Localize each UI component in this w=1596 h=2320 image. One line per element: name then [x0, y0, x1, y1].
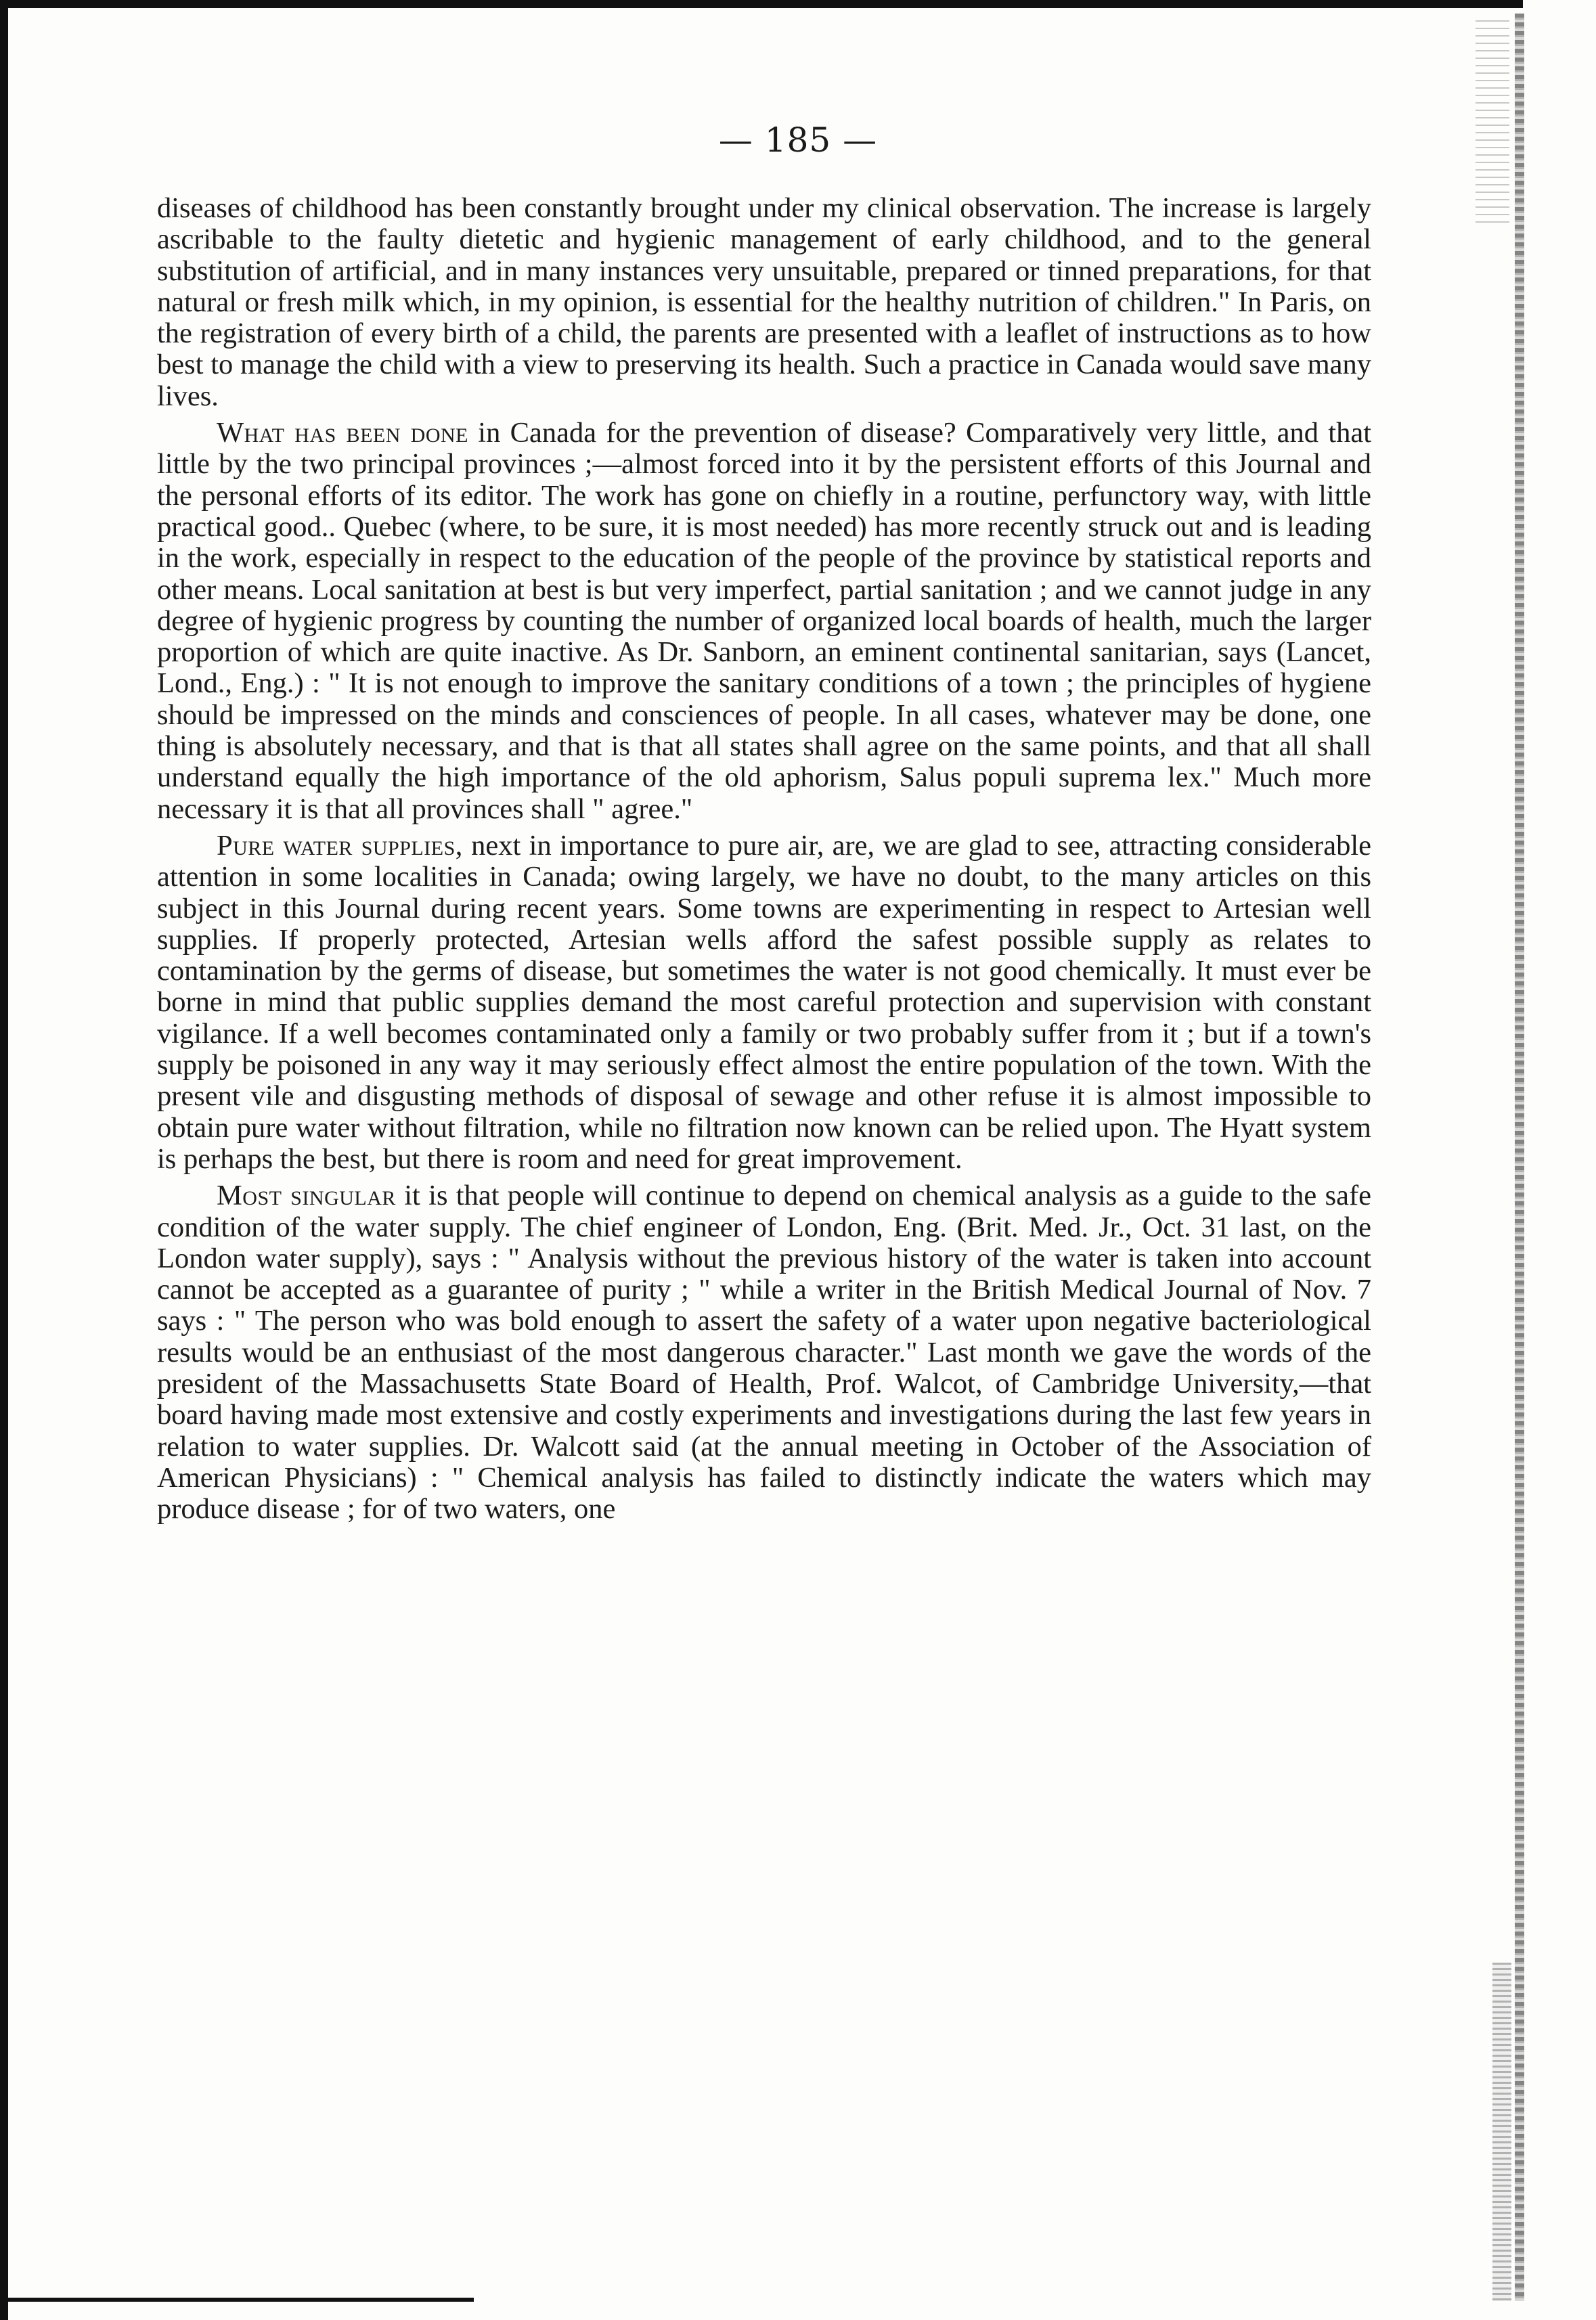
- paragraph-4-lead: Most singular: [217, 1180, 396, 1212]
- paragraph-3-lead: Pure water supplies,: [217, 829, 463, 862]
- paragraph-2-lead: What has been done: [217, 417, 468, 449]
- paragraph-1-text: diseases of childhood has been constantly brought under my clinical observation. The increase is largely ascribable to the faulty dietetic and hygienic management of early childhood, and to the general substitution of artificial, and in many instances very unsuitable, prepared or tinned preparations, for that natural or fresh milk which, in my opinion, is essential for the healthy nutrition of children." In Paris, on the registration of every birth of a child, the parents are presented with a leaflet of instructions as to how best to manage the child with a view to preserving its health. Such a practice in Canada would save many lives.: [157, 192, 1371, 412]
- scan-border-left: [0, 0, 8, 2320]
- paragraph-3-text: next in importance to pure air, are, we are glad to see, attracting considerable attention in some localities in Canada; owing largely, we have no doubt, to the many articles on this subject in this Journal during recent years. Some towns are experimenting in respect to Artesian well supplies. If properly protected, Artesian wells afford the safest possible supply as relates to contamination by the germs of disease, but sometimes the water is not good chemically. It must ever be borne in mind that public supplies demand the most careful protection and supervision with constant vigilance. If a well becomes contaminated only a family or two probably suffer from it ; but if a town's supply be poisoned in any way it may seriously effect almost the entire population of the town. With the present vile and disgusting methods of disposal of sewage and other refuse it is almost impossible to obtain pure water without filtration, while no filtration now known can be relied upon. The Hyatt system is perhaps the best, but there is room and need for great improvement.: [157, 829, 1371, 1175]
- scan-edge-right: [1515, 14, 1524, 2301]
- page-number: — 185 —: [718, 120, 878, 160]
- paragraph-1: [157, 193, 1371, 412]
- paragraph-4-text: it is that people will continue to depend on chemical analysis as a guide to the safe condition of the water supply. The chief engineer of London, Eng. (Brit. Med. Jr., Oct. 31 last, on the London water supply), says : " Analysis without the previous history of the water is taken into account cannot be accepted as a guarantee of purity ; " while a writer in the British Medical Journal of Nov. 7 says : " The person who was bold enough to assert the safety of a water upon negative bacteriological results would be an enthusiast of the most dangerous character." Last month we gave the words of the president of the Massachusetts State Board of Health, Prof. Walcot, of Cambridge University,—that board having made most extensive and costly experiments and investigations during the last few years in relation to water supplies. Dr. Walcott said (at the annual meeting in October of the Association of American Physicians) : " Chemical analysis has failed to distinctly indicate the waters which may produce disease ; for of two waters, one: [157, 1180, 1372, 1525]
- scan-border-top: [0, 0, 1523, 8]
- body-text: [157, 193, 1371, 1530]
- paragraph-4: [157, 1180, 1371, 1525]
- paragraph-2: [157, 418, 1371, 825]
- scan-edge-noise-bottom: [1492, 1963, 1511, 2301]
- paragraph-2-text: in Canada for the prevention of disease? Comparatively very little, and that little by the two principal provinces ;—almost forced into it by the persistent efforts of this Journal and the personal efforts of its editor. The work has gone on chiefly in a routine, perfunctory way, with little practical good.. Quebec (where, to be sure, it is most needed) has more recently struck out and is leading in the work, especially in respect to the education of the people of the province by statistical reports and other means. Local sanitation at best is but very imperfect, partial sanitation ; and we cannot judge in any degree of hygienic progress by counting the number of organized local boards of health, much the larger proportion of which are quite inactive. As Dr. Sanborn, an eminent continental sanitarian, says (Lancet, Lond., Eng.) : " It is not enough to improve the sanitary conditions of a town ; the principles of hygiene should be impressed on the minds and consciences of people. In all cases, whatever may be done, one thing is absolutely necessary, and that is that all states shall agree on the same points, and that all shall understand equally the high importance of the old aphorism, Salus populi suprema lex." Much more necessary it is that all provinces shall " agree.": [157, 417, 1371, 825]
- scan-border-bottom: [0, 2298, 474, 2302]
- paragraph-3: [157, 830, 1371, 1175]
